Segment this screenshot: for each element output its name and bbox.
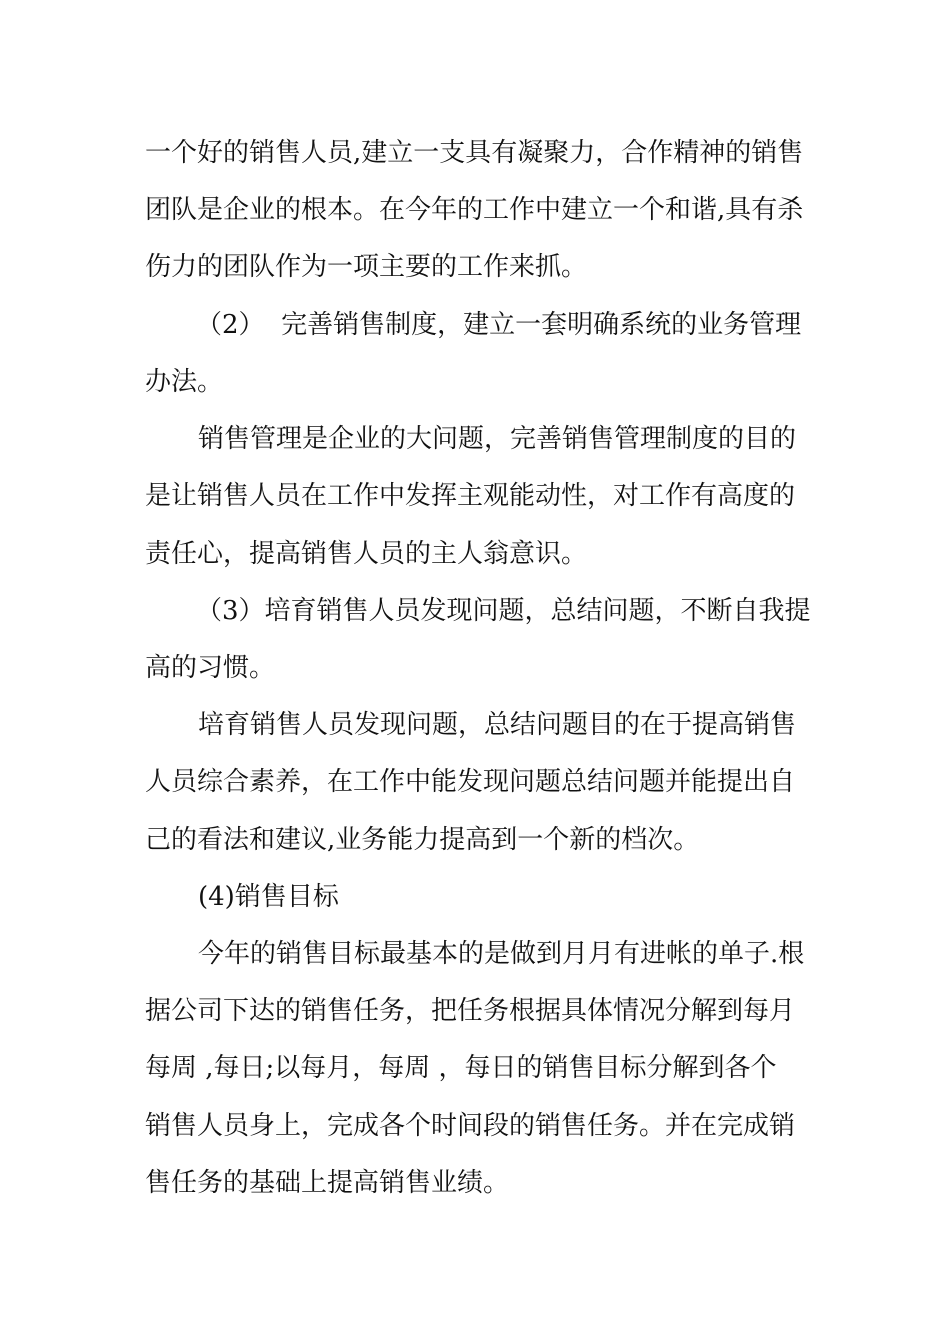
text-line: 售任务的基础上提高销售业绩。 [145, 1168, 510, 1198]
text-line: 据公司下达的销售任务，把任务根据具体情况分解到每月 [145, 996, 796, 1026]
text-line: 销售管理是企业的大问题，完善销售管理制度的目的 [198, 424, 797, 454]
text-line: (4)销售目标 [198, 882, 339, 912]
text-line: 责任心，提高销售人员的主人翁意识。 [145, 539, 588, 569]
text-line: 今年的销售目标最基本的是做到月月有进帐的单子.根 [198, 939, 805, 969]
text-line: 伤力的团队作为一项主要的工作来抓。 [145, 252, 588, 282]
text-line: 销售人员身上，完成各个时间段的销售任务。并在完成销 [145, 1111, 796, 1141]
text-line: 一个好的销售人员,建立一支具有凝聚力，合作精神的销售 [145, 138, 804, 168]
text-line: 培育销售人员发现问题，总结问题目的在于提高销售 [198, 710, 797, 740]
text-line: 高的习惯。 [145, 653, 276, 683]
text-line: 己的看法和建议,业务能力提高到一个新的档次。 [145, 825, 700, 855]
text-line: 每周 ,每日;以每月，每周 ，每日的销售目标分解到各个 [145, 1053, 777, 1083]
text-line: 团队是企业的根本。在今年的工作中建立一个和谐,具有杀 [145, 195, 804, 225]
text-line: 办法。 [145, 367, 224, 397]
text-line: （2） 完善销售制度，建立一套明确系统的业务管理 [196, 310, 802, 340]
text-line: （3）培育销售人员发现问题，总结问题，不断自我提 [196, 596, 811, 626]
text-line: 人员综合素养，在工作中能发现问题总结问题并能提出自 [145, 767, 796, 797]
text-line: 是让销售人员在工作中发挥主观能动性，对工作有高度的 [145, 481, 796, 511]
